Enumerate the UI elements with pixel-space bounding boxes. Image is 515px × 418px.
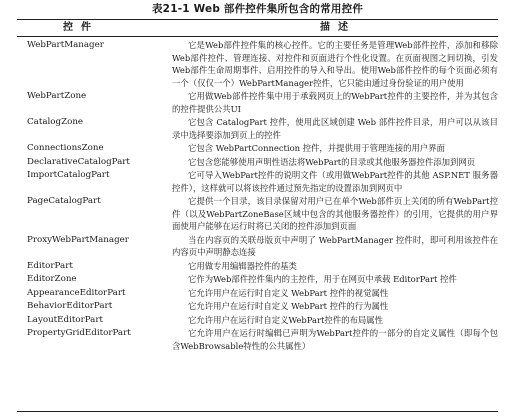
table-row bbox=[27, 234, 498, 259]
table-row bbox=[27, 156, 498, 169]
table-row bbox=[27, 169, 498, 194]
table-row bbox=[27, 260, 498, 273]
control-name: PageCatalogPart bbox=[27, 196, 101, 206]
table-title: 表21-1 Web 部件控件集所包含的常用控件 bbox=[151, 3, 364, 15]
control-name: AppearanceEditorPart bbox=[27, 287, 126, 298]
table-bottom-rule bbox=[17, 411, 498, 412]
control-description: 它作为Web部件控件集内的主控件，用于在网页中承载 EditorPart 控件 bbox=[188, 274, 457, 284]
table-row bbox=[27, 314, 498, 327]
table-row bbox=[27, 300, 498, 313]
control-name: WebPartZone bbox=[27, 91, 87, 101]
control-description: 它包含 WebPartConnection 控件，并提供用于管理连接的用户界面 bbox=[188, 143, 446, 153]
control-description: 它允许用户在运行时自定义 WebPart 控件的行为属性 bbox=[188, 301, 389, 311]
table-row bbox=[27, 39, 498, 89]
control-description: 它允许用户在运行时编辑已声明为WebPart控件的一部分的自定义属性（即每个包含WebBrowsable特性的公共属性） bbox=[172, 328, 498, 351]
control-name: EditorZone bbox=[27, 274, 77, 284]
table-row bbox=[27, 90, 498, 115]
control-name: DeclarativeCatalogPart bbox=[27, 156, 130, 167]
control-name: ConnectionsZone bbox=[27, 143, 104, 153]
control-description: 它包含您能够使用声明性语法将WebPart的目录或其他服务器控件添加到网页 bbox=[188, 156, 476, 167]
control-name: PropertyGridEditorPart bbox=[27, 328, 131, 338]
control-name: WebPartManager bbox=[27, 40, 104, 50]
control-description: 它可导入WebPart控件的说明文件（或用做WebPart控件的其他 ASP.NET 服务器控件），这样就可以将该控件通过预先指定的设置添加到网页中 bbox=[172, 170, 498, 193]
control-name: CatalogZone bbox=[27, 117, 84, 127]
table-row bbox=[27, 273, 498, 286]
control-description: 它用做专用编辑器控件的基类 bbox=[188, 260, 297, 271]
control-description: 当在内容页的关联母版页中声明了 WebPartManager 控件时，即可利用该控件在内容页中声明静态连接 bbox=[172, 234, 498, 257]
control-name: ProxyWebPartManager bbox=[27, 234, 129, 245]
control-description: 它包含 CatalogPart 控件，使用此区域创建 Web 部件控件目录，用户可以从该目录中选择要添加到页上的控件 bbox=[172, 117, 498, 140]
table-row bbox=[27, 116, 498, 141]
table-header-rule bbox=[17, 36, 498, 37]
header-control: 控件 bbox=[63, 22, 99, 33]
table-row bbox=[27, 195, 498, 233]
table-row bbox=[27, 142, 498, 155]
control-name: EditorPart bbox=[27, 260, 73, 271]
control-name: LayoutEditorPart bbox=[27, 314, 104, 325]
control-description: 它允许用户在运行时自定义WebPart控件的布局属性 bbox=[188, 314, 383, 325]
control-name: ImportCatalogPart bbox=[27, 170, 110, 180]
table-body bbox=[27, 39, 498, 353]
table-row bbox=[27, 287, 498, 300]
control-description: 它允许用户在运行时自定义 WebPart 控件的视觉属性 bbox=[188, 287, 389, 298]
control-description: 它提供一个目录，该目录保留对用户已在单个Web部件页上关闭的所有WebPart控件（以及WebPartZoneBase区域中包含的其他服务器控件）的引用，它提供的用户界面使用户能够在运行时将已关闭的控件添加到页面 bbox=[172, 196, 498, 231]
control-name: BehaviorEditorPart bbox=[27, 301, 113, 311]
control-description: 它用做Web部件控件集中用于承载网页上的WebPart控件的主要控件，并为其包含的控件提供公共UI bbox=[172, 91, 498, 114]
control-description: 它是Web部件控件集的核心控件。它的主要任务是管理Web部件控件，添加和移除Web部件控件、管理连接、对控件和页面进行个性化设置。在页面视图之间切换，引发Web部件生命周期事件、启用控件的导入和导出。使用Web部件控件的每个页面必须有一个（仅仅一个）WebPartManager控件，它只能由通过身份验证的用户使用 bbox=[172, 40, 498, 88]
header-description: 描述 bbox=[320, 22, 356, 33]
table-row bbox=[27, 327, 498, 352]
table-top-rule bbox=[17, 19, 498, 20]
